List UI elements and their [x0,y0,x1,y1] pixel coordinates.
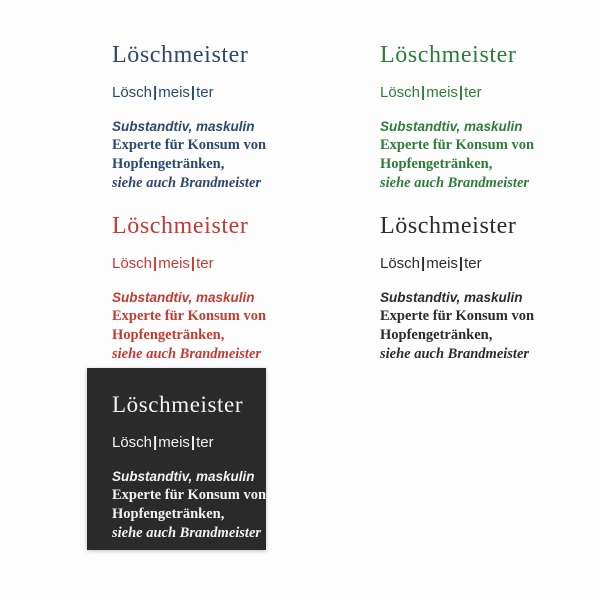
syllable: meis [158,255,190,272]
syllable-separator: | [421,84,426,101]
definition-line-1: Experte für Konsum von [112,308,267,324]
syllable: meis [158,434,190,451]
see-also-reference: siehe auch Brandmeister [112,175,262,191]
definition-card-red [112,211,266,364]
definition-line-1: Experte für Konsum von [380,308,535,324]
definition-card-dark [87,368,266,550]
word-class: Substandtiv, maskulin [112,290,255,305]
see-also-reference: siehe auch Brandmeister [380,175,530,191]
syllable: ter [464,255,482,272]
syllable-breakdown [112,254,266,274]
syllable-separator: | [421,255,426,272]
word-title: Löschmeister [380,213,517,239]
see-also-reference: siehe auch Brandmeister [380,346,530,362]
word-title: Löschmeister [112,42,249,68]
word-class: Substandtiv, maskulin [112,469,255,484]
definition-line-2: Hopfengetränken, [380,327,493,343]
syllable-breakdown [112,83,266,103]
definition-line-2: Hopfengetränken, [112,506,225,522]
syllable: meis [426,84,458,101]
word-class: Substandtiv, maskulin [380,290,523,305]
syllable-separator: | [153,255,158,272]
syllable: Lösch [112,434,153,451]
word-class: Substandtiv, maskulin [380,119,523,134]
definition-line-1: Experte für Konsum von [112,137,267,153]
syllable-breakdown [380,83,534,103]
syllable-breakdown [380,254,534,274]
syllable-separator: | [190,84,196,101]
syllable-separator: | [190,255,196,272]
syllable: ter [196,84,214,101]
syllable: meis [158,84,190,101]
definition-card-charcoal [380,211,534,364]
syllable: meis [426,255,458,272]
syllable: Lösch [380,255,421,272]
definition-line-2: Hopfengetränken, [112,327,225,343]
syllable: Lösch [112,255,153,272]
definition-line-2: Hopfengetränken, [112,156,225,172]
syllable-separator: | [190,434,196,451]
definition-line-1: Experte für Konsum von [112,487,267,503]
syllable-breakdown [112,433,254,453]
definition-card-navy [112,40,266,193]
word-title: Löschmeister [380,42,517,68]
syllable: ter [196,434,214,451]
syllable: ter [464,84,482,101]
see-also-reference: siehe auch Brandmeister [112,346,262,362]
definition-line-1: Experte für Konsum von [380,137,535,153]
syllable-separator: | [153,434,158,451]
see-also-reference: siehe auch Brandmeister [112,525,262,541]
word-title: Löschmeister [112,213,249,239]
syllable: Lösch [112,84,153,101]
definition-card-green [380,40,534,193]
word-title: Löschmeister [112,392,244,417]
syllable: ter [196,255,214,272]
syllable-separator: | [153,84,158,101]
syllable-separator: | [458,84,464,101]
definition-line-2: Hopfengetränken, [380,156,493,172]
word-class: Substandtiv, maskulin [112,119,255,134]
syllable: Lösch [380,84,421,101]
syllable-separator: | [458,255,464,272]
